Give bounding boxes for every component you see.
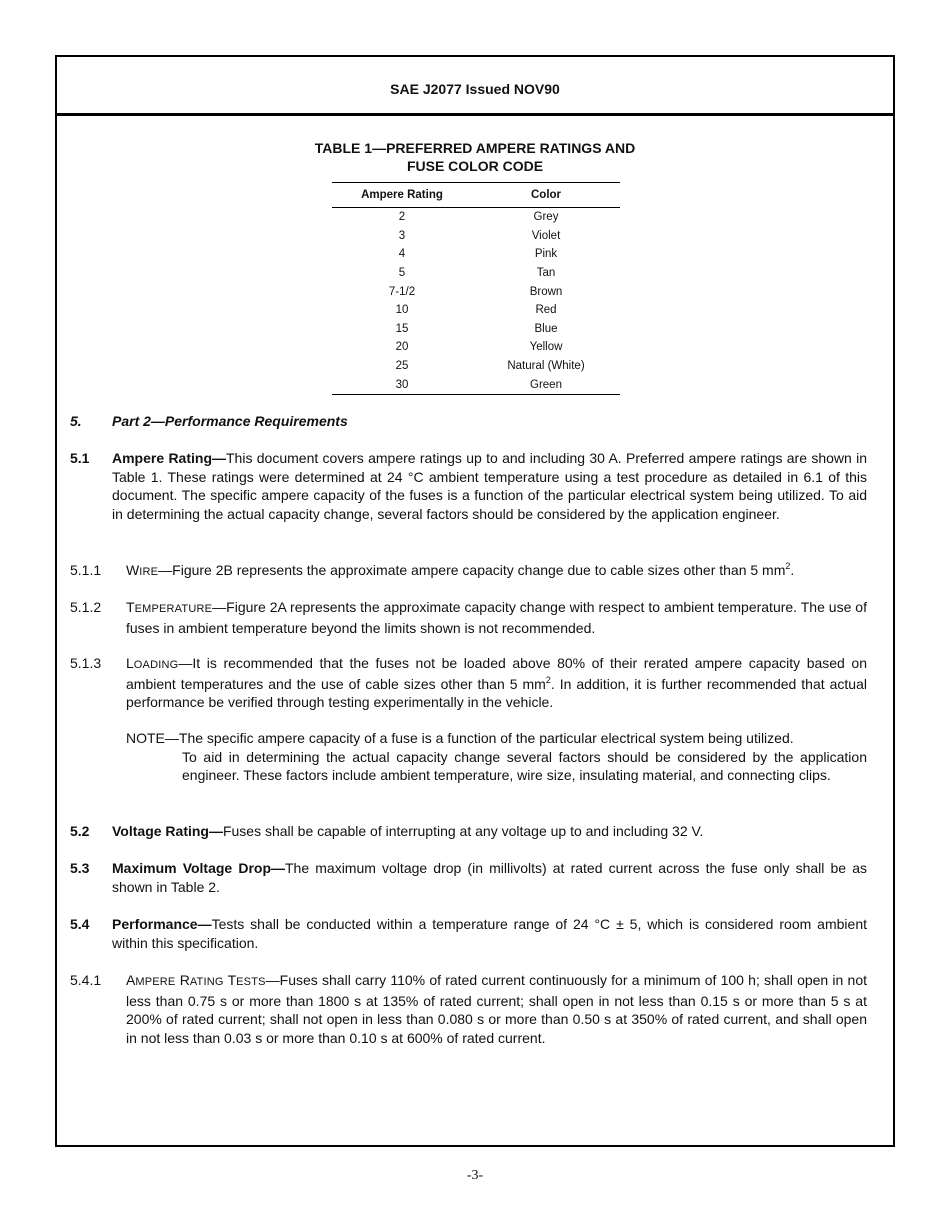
col-header-ampere: Ampere Rating <box>332 183 472 208</box>
note-continuation: To aid in determining the actual capacity change several factors should be considered by the application engineer. These factors include ambient temperature, wire size, insulating material, and connecting clips. <box>182 748 867 784</box>
note-label: NOTE— <box>126 730 179 746</box>
section-number: 5. <box>70 413 82 429</box>
table-cell: 25 <box>395 360 409 373</box>
table-cell: Violet <box>531 229 561 242</box>
table-header-row <box>332 183 620 208</box>
table-cell: Tan <box>536 267 556 280</box>
section-number: 5.1.2 <box>70 599 102 615</box>
table1-title: TABLE 1—PREFERRED AMPERE RATINGS AND FUSE COLOR CODE <box>314 140 636 174</box>
paragraph-heading: Ampere Rating— <box>112 450 226 466</box>
table-cell: Yellow <box>529 341 563 354</box>
table-row <box>332 227 620 246</box>
table-cell: 4 <box>398 248 406 261</box>
table-cell: 7-1/2 <box>388 285 416 298</box>
document-title: SAE J2077 Issued NOV90 <box>390 81 560 97</box>
paragraph-5-3: Maximum Voltage Drop—The maximum voltage drop (in millivolts) at rated current across the fuse only shall be as shown in Table 2. <box>112 860 867 895</box>
section-number: 5.4.1 <box>70 972 102 988</box>
paragraph-5-1-2: TEMPERATURE—Figure 2A represents the approximate capacity change with respect to ambient temperature. The use of fuses in ambient temperature beyond the limits shown is not recommended. <box>126 599 867 636</box>
paragraph-5-2: Voltage Rating—Fuses shall be capable of interrupting at any voltage up to and including 32 V. <box>112 823 704 839</box>
note-block <box>126 729 867 785</box>
table-row <box>332 282 620 301</box>
table-cell: 5 <box>398 267 406 280</box>
section-number: 5.1.3 <box>70 655 102 671</box>
table-cell: 30 <box>332 375 472 394</box>
table-cell: 10 <box>395 304 409 317</box>
document-header <box>57 57 893 116</box>
note-first-line: NOTE—The specific ampere capacity of a fuse is a function of the particular electrical system being utilized. <box>126 730 794 746</box>
paragraph-5-4-1: AMPERE RATING TESTS—Fuses shall carry 110% of rated current continuously for a minimum of 100 h; shall open in not less than 0.75 s or more than 1800 s at 135% of rated current; shall open in not less than 0.15 s or more than 5 s at 200% of rated current; shall not open in less than 0.080 s or more than 0.50 s at 350% of rated current, and shall open in not less than 0.03 s or more than 0.10 s at 600% of rated current. <box>126 972 867 1046</box>
table-row <box>332 338 620 357</box>
paragraph-5-1-1: WIRE—Figure 2B represents the approximate ampere capacity change due to cable sizes other than 5 $mm^2$. <box>126 561 795 578</box>
table-row <box>332 245 620 264</box>
table-row <box>332 357 620 376</box>
table-cell: Brown <box>529 285 563 298</box>
page-number: -3- <box>466 1168 484 1183</box>
paragraph-5-1 <box>112 449 867 523</box>
paragraph-text: This document covers ampere ratings up to and including 30 A. Preferred ampere ratings are shown in Table 1. These ratings were determined at 24 °C ambient temperature using a test procedure as detailed in 6.1 of this document. The specific ampere capacity of the fuses is a function of the particular electrical system being utilized. To aid in determining the actual capacity change, several factors should be considered by the application engineer. <box>112 450 867 522</box>
table-row <box>332 301 620 320</box>
table-cell: Natural (White) <box>507 360 585 373</box>
paragraph-5-4: Performance—Tests shall be conducted within a temperature range of 24 °C ± 5, which is considered room ambient within this specification. <box>112 916 867 951</box>
table-cell: Red <box>535 304 557 317</box>
section-number: 5.3 <box>70 860 90 876</box>
page-frame <box>55 55 895 1147</box>
table-cell: Blue <box>534 322 558 335</box>
table-cell: 20 <box>395 341 409 354</box>
section-number: 5.1 <box>70 450 90 466</box>
table1 <box>332 182 620 395</box>
table-row <box>332 208 620 227</box>
table-cell: 3 <box>398 229 406 242</box>
table-cell: Grey <box>533 211 559 224</box>
section-number: 5.2 <box>70 823 90 839</box>
section-title: Part 2—Performance Requirements <box>112 413 348 429</box>
table-cell: 15 <box>395 322 409 335</box>
section-number: 5.4 <box>70 916 90 932</box>
table-row <box>332 375 620 394</box>
table-cell: Pink <box>534 248 558 261</box>
section-number: 5.1.1 <box>70 562 102 578</box>
paragraph-5-1-3: LOADING—It is recommended that the fuses not be loaded above 80% of their rerated ampere capacity based on ambient temperatures and the use of cable sizes other than 5 $mm^2$. In addition, it is further recommended that actual performance be verified through testing experimentally in the vehicle. <box>126 655 867 711</box>
col-header-color: Color <box>472 183 620 208</box>
table-cell: Green <box>472 375 620 394</box>
table-cell: 2 <box>398 211 406 224</box>
table-row <box>332 264 620 283</box>
table-row <box>332 320 620 339</box>
